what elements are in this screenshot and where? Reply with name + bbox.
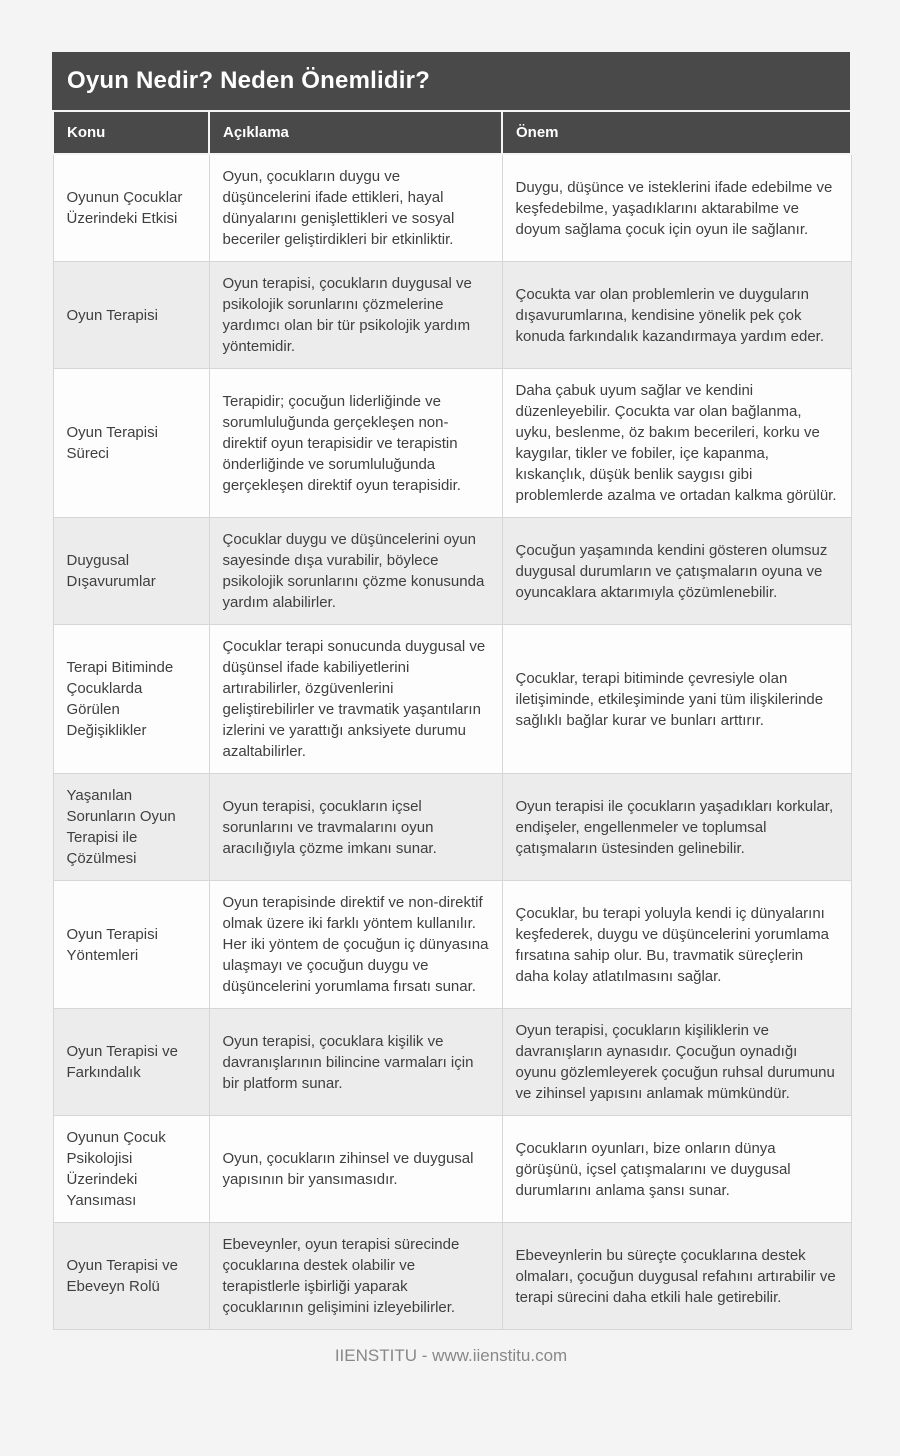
cell-aciklama: Oyun terapisinde direktif ve non-direktif olmak üzere iki farklı yöntem kullanılır. Her iki yöntem de çocuğun iç dünyasına ulaşmayı ve çocuğun duygu ve düşüncelerini yorumlama fırsatı sunar.	[209, 881, 502, 1009]
cell-konu: Terapi Bitiminde Çocuklarda Görülen Değişiklikler	[53, 625, 209, 774]
cell-konu: Duygusal Dışavurumlar	[53, 518, 209, 625]
column-header-konu: Konu	[53, 111, 209, 154]
table-row	[53, 774, 851, 881]
cell-onem: Çocukta var olan problemlerin ve duyguların dışavurumlarına, kendisine yönelik pek çok konuda farkındalık kazandırmaya yardım eder.	[502, 262, 851, 369]
document-title-bar	[52, 52, 850, 110]
cell-aciklama: Çocuklar terapi sonucunda duygusal ve düşünsel ifade kabiliyetlerini artırabilirler, özgüvenlerini geliştirebilirler ve travmatik yaşantıların izlerini ve yarattığı anksiyete durumu azaltabilirler.	[209, 625, 502, 774]
cell-konu: Oyun Terapisi	[53, 262, 209, 369]
cell-konu: Oyun Terapisi ve Ebeveyn Rolü	[53, 1223, 209, 1330]
cell-konu: Oyunun Çocuklar Üzerindeki Etkisi	[53, 154, 209, 262]
table-row	[53, 518, 851, 625]
footer-text: IIENSTITU - www.iienstitu.com	[334, 1346, 568, 1365]
page-title: Oyun Nedir? Neden Önemlidir?	[67, 67, 430, 94]
cell-onem: Çocukların oyunları, bize onların dünya görüşünü, içsel çatışmalarını ve duygusal durumlarını anlama şansı sunar.	[502, 1116, 851, 1223]
column-header-aciklama: Açıklama	[209, 111, 502, 154]
cell-aciklama: Oyun terapisi, çocukların içsel sorunlarını ve travmalarını oyun aracılığıyla çözme imkanı sunar.	[209, 774, 502, 881]
cell-aciklama: Oyun, çocukların duygu ve düşüncelerini ifade ettikleri, hayal dünyalarını genişlettikleri ve sosyal beceriler geliştirdikleri bir etkinliktir.	[209, 154, 502, 262]
cell-konu: Oyun Terapisi ve Farkındalık	[53, 1009, 209, 1116]
cell-onem: Daha çabuk uyum sağlar ve kendini düzenleyebilir. Çocukta var olan bağlanma, uyku, beslenme, öz bakım becerileri, korku ve kaygılar, tikler ve fobiler, içe kapanma, kıskançlık, düşük benlik saygısı gibi problemlerde azalma ve ortadan kalkma görülür.	[502, 369, 851, 518]
cell-aciklama: Oyun terapisi, çocukların duygusal ve psikolojik sorunlarını çözmelerine yardımcı olan bir tür psikolojik yardım yöntemidir.	[209, 262, 502, 369]
table-row	[53, 881, 851, 1009]
cell-aciklama: Terapidir; çocuğun liderliğinde ve sorumluluğunda gerçekleşen non-direktif oyun terapisidir ve terapistin önderliğinde ve sorumluluğunda gerçekleşen direktif oyun terapisidir.	[209, 369, 502, 518]
cell-aciklama: Oyun, çocukların zihinsel ve duygusal yapısının bir yansımasıdır.	[209, 1116, 502, 1223]
cell-onem: Duygu, düşünce ve isteklerini ifade edebilme ve keşfedebilme, yaşadıklarını aktarabilme ve doyum sağlama çocuk için oyun ile sağlanır.	[502, 154, 851, 262]
table-row	[53, 154, 851, 262]
cell-aciklama: Oyun terapisi, çocuklara kişilik ve davranışlarının bilincine varmaları için bir platform sunar.	[209, 1009, 502, 1116]
document-card	[52, 52, 850, 1330]
cell-onem: Çocuklar, bu terapi yoluyla kendi iç dünyalarını keşfederek, duygu ve düşüncelerini yorumlama fırsatına sahip olur. Bu, travmatik süreçlerin daha kolay atlatılmasını sağlar.	[502, 881, 851, 1009]
cell-onem: Çocuğun yaşamında kendini gösteren olumsuz duygusal durumların ve çatışmaların oyuna ve oyuncaklara aktarımıyla çözümlenebilir.	[502, 518, 851, 625]
table-row	[53, 1116, 851, 1223]
cell-aciklama: Çocuklar duygu ve düşüncelerini oyun sayesinde dışa vurabilir, böylece psikolojik sorunlarını çözme konusunda yardım alabilirler.	[209, 518, 502, 625]
cell-konu: Oyun Terapisi Yöntemleri	[53, 881, 209, 1009]
cell-konu: Yaşanılan Sorunların Oyun Terapisi ile Çözülmesi	[53, 774, 209, 881]
table-row	[53, 262, 851, 369]
cell-konu: Oyunun Çocuk Psikolojisi Üzerindeki Yansıması	[53, 1116, 209, 1223]
footer	[52, 1346, 850, 1366]
cell-onem: Oyun terapisi ile çocukların yaşadıkları korkular, endişeler, engellenmeler ve toplumsal çatışmaların üstesinden gelinebilir.	[502, 774, 851, 881]
table-row	[53, 369, 851, 518]
table-row	[53, 625, 851, 774]
cell-onem: Oyun terapisi, çocukların kişiliklerin ve davranışların aynasıdır. Çocuğun oynadığı oyunu gözlemleyerek çocuğun ruhsal durumunu ve zihinsel yapısını anlamak mümkündür.	[502, 1009, 851, 1116]
column-header-onem: Önem	[502, 111, 851, 154]
cell-aciklama: Ebeveynler, oyun terapisi sürecinde çocuklarına destek olabilir ve terapistlerle işbirliği yaparak çocuklarının gelişimini izleyebilirler.	[209, 1223, 502, 1330]
cell-onem: Çocuklar, terapi bitiminde çevresiyle olan iletişiminde, etkileşiminde yani tüm ilişkilerinde sağlıklı bağlar kurar ve bunları arttırır.	[502, 625, 851, 774]
table-row	[53, 1009, 851, 1116]
cell-onem: Ebeveynlerin bu süreçte çocuklarına destek olmaları, çocuğun duygusal refahını artırabilir ve terapi sürecini daha etkili hale getirebilir.	[502, 1223, 851, 1330]
table-row	[53, 1223, 851, 1330]
table-header-row	[53, 111, 851, 154]
content-table	[52, 110, 852, 1330]
cell-konu: Oyun Terapisi Süreci	[53, 369, 209, 518]
